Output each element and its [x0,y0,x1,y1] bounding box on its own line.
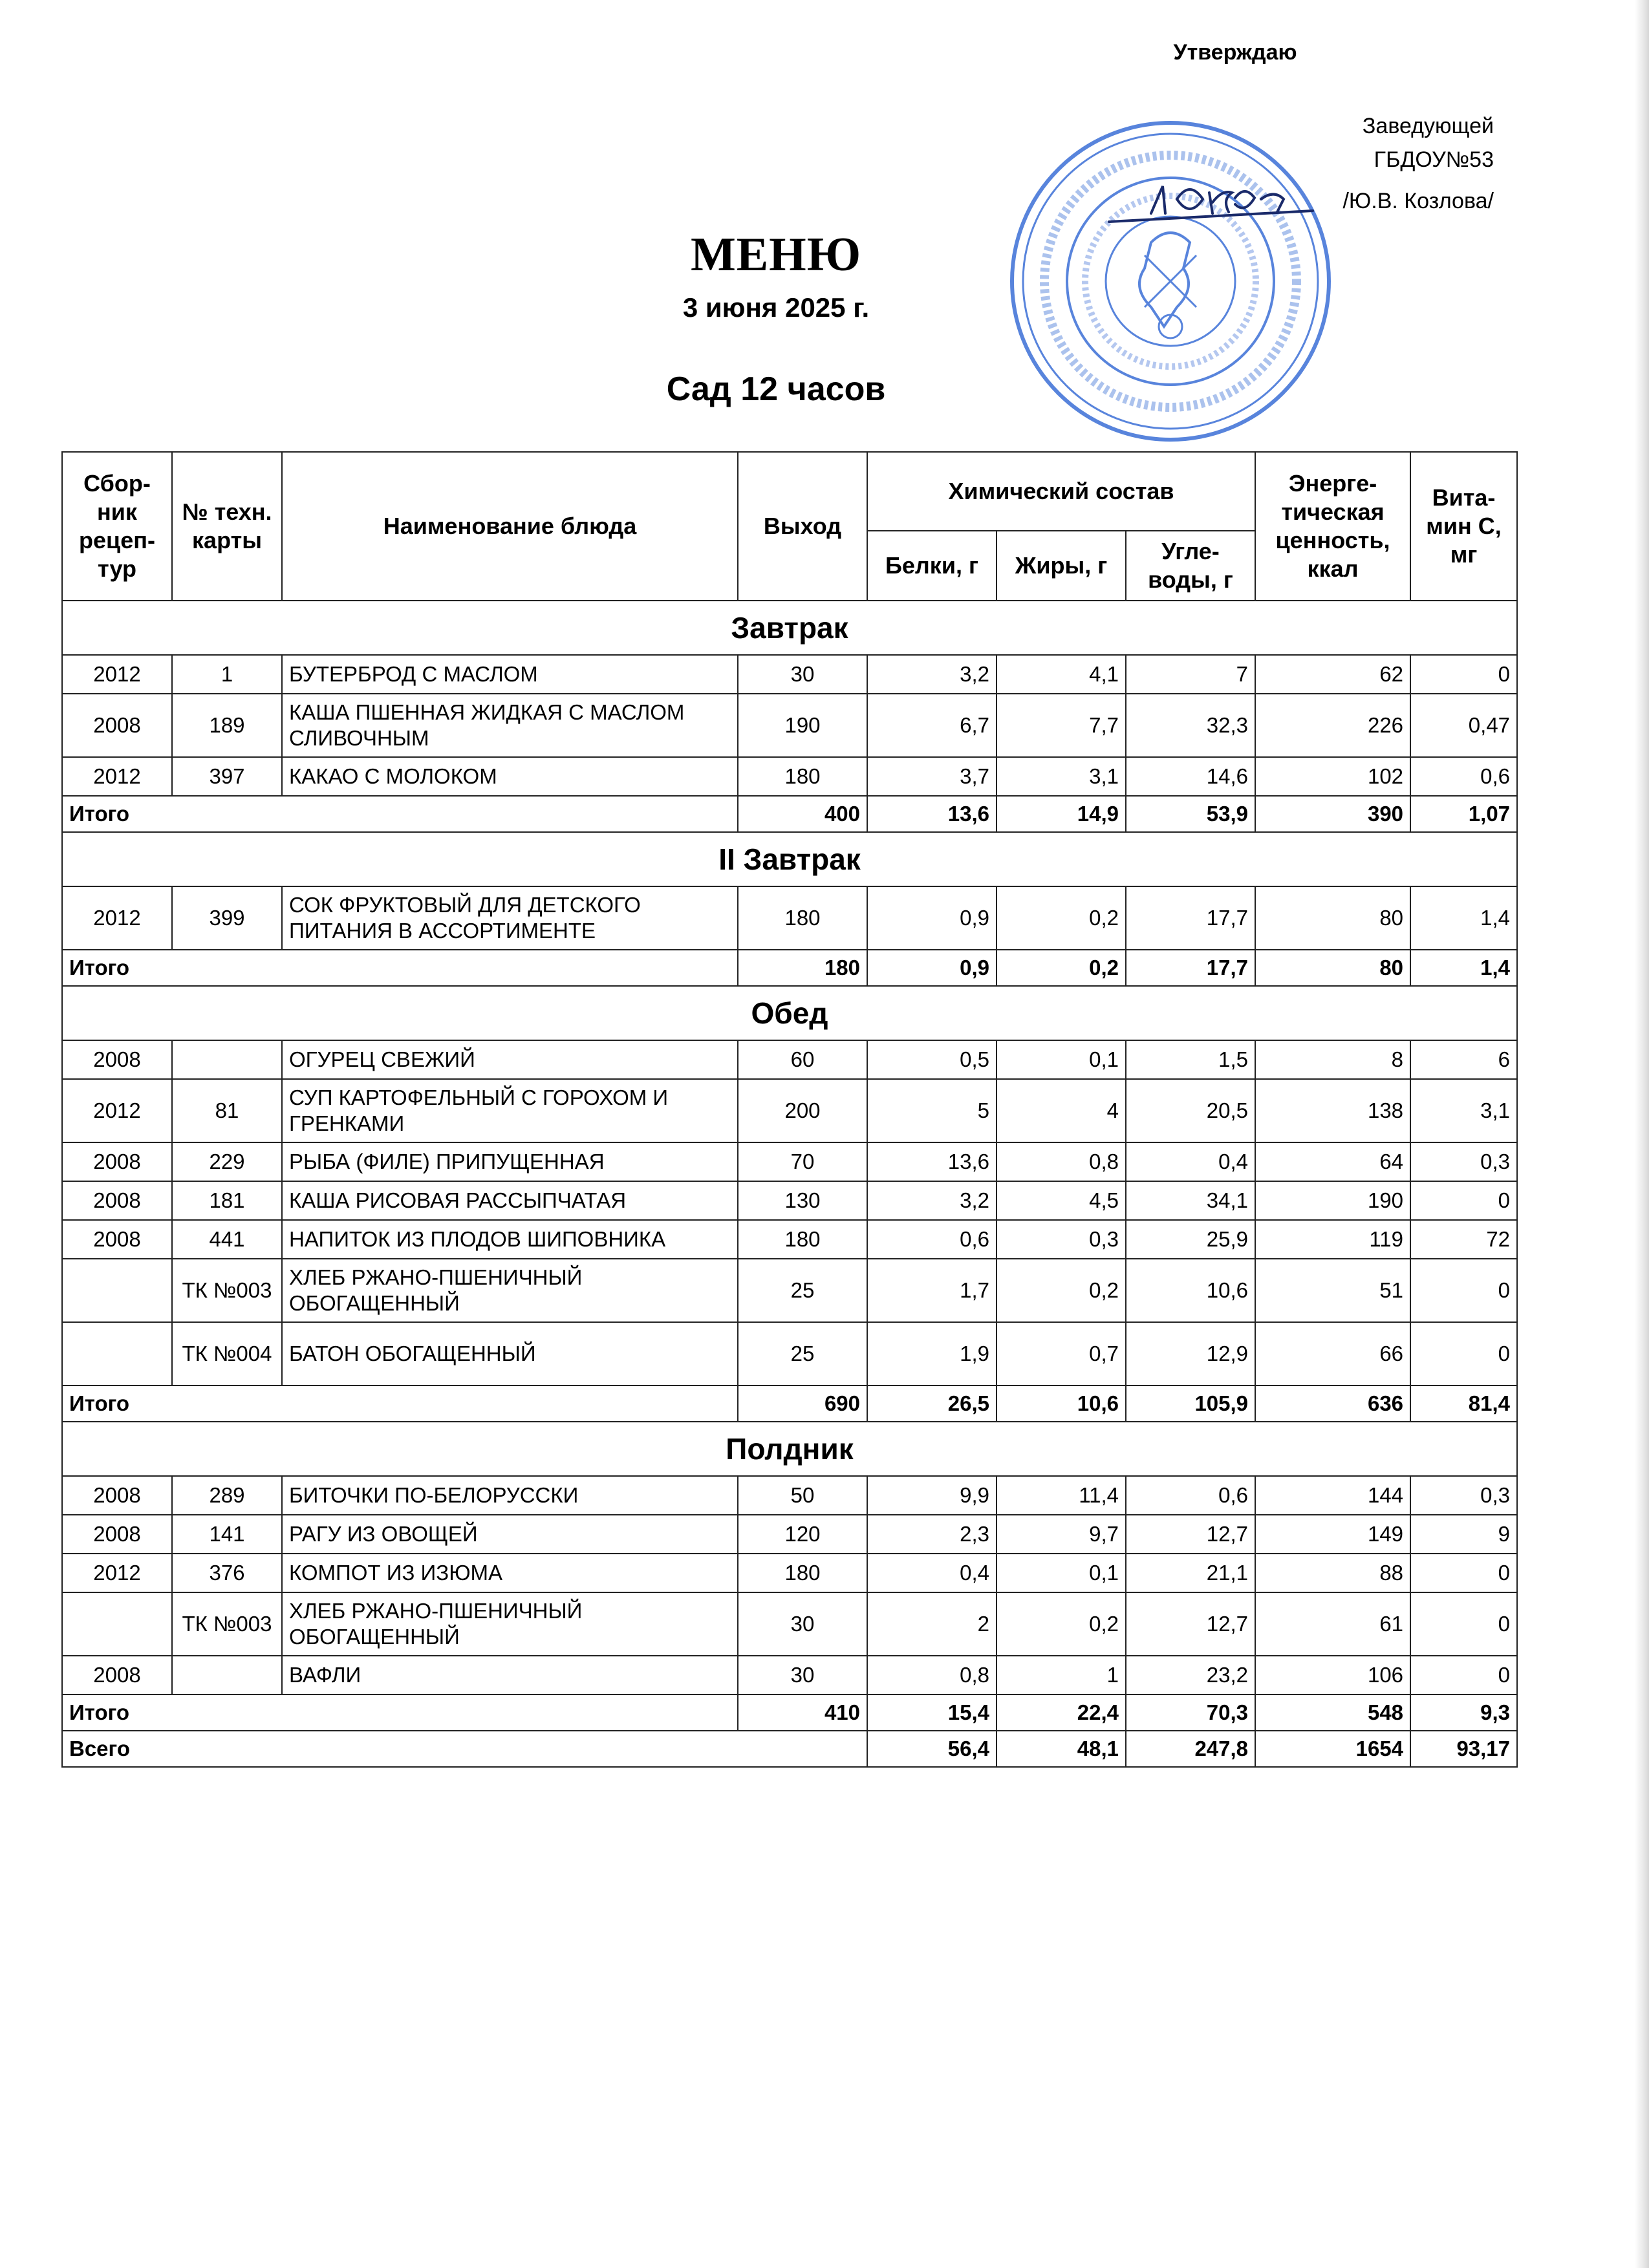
approval-organization: ГБДОУ№53 [1374,147,1494,172]
cell-vitamin-c: 3,1 [1410,1079,1517,1142]
cell-dish-name: БАТОН ОБОГАЩЕННЫЙ [282,1322,738,1385]
cell-carbs: 1,5 [1126,1040,1255,1079]
cell-fat: 0,2 [997,1592,1126,1656]
section-row [62,986,1517,1040]
cell-collection: 2012 [62,1079,172,1142]
cell-protein: 0,4 [867,1554,997,1592]
cell-energy: 88 [1255,1554,1410,1592]
cell-yield: 70 [738,1142,867,1181]
cell-yield: 30 [738,655,867,694]
cell-protein: 3,2 [867,1181,997,1220]
cell-fat: 1 [997,1656,1126,1695]
cell-yield: 25 [738,1259,867,1322]
cell-energy: 149 [1255,1515,1410,1554]
section-title: Обед [62,986,1517,1040]
cell-dish-name: ОГУРЕЦ СВЕЖИЙ [282,1040,738,1079]
section-row [62,1422,1517,1476]
approval-signature-name: /Ю.В. Козлова/ [1342,189,1494,213]
cell-vitamin-c: 72 [1410,1220,1517,1259]
scan-edge-shadow [1635,0,1649,2268]
grand-total-row [62,1731,1517,1767]
cell-protein: 13,6 [867,1142,997,1181]
cell-dish-name: НАПИТОК ИЗ ПЛОДОВ ШИПОВНИКА [282,1220,738,1259]
cell-protein: 0,6 [867,1220,997,1259]
cell-energy: 62 [1255,655,1410,694]
cell-card-number [172,1656,282,1695]
cell-card-number: 141 [172,1515,282,1554]
grand-total-fat: 48,1 [997,1731,1126,1767]
total-label: Итого [62,950,738,986]
cell-energy: 226 [1255,694,1410,757]
cell-carbs: 21,1 [1126,1554,1255,1592]
cell-vitamin-c: 0,47 [1410,694,1517,757]
total-protein: 13,6 [867,796,997,832]
cell-collection [62,1259,172,1322]
total-protein: 15,4 [867,1695,997,1731]
cell-dish-name: ХЛЕБ РЖАНО-ПШЕНИЧНЫЙ ОБОГАЩЕННЫЙ [282,1592,738,1656]
approval-title: Утверждаю [1173,40,1297,65]
cell-vitamin-c: 6 [1410,1040,1517,1079]
total-fat: 14,9 [997,796,1126,832]
cell-fat: 11,4 [997,1476,1126,1515]
cell-fat: 3,1 [997,757,1126,796]
table-row [62,886,1517,950]
cell-card-number: ТК №004 [172,1322,282,1385]
total-fat: 10,6 [997,1385,1126,1422]
cell-energy: 61 [1255,1592,1410,1656]
cell-collection: 2008 [62,1476,172,1515]
cell-dish-name: ВАФЛИ [282,1656,738,1695]
total-energy: 80 [1255,950,1410,986]
header-chemical-composition: Химический состав [867,452,1255,531]
grand-total-energy: 1654 [1255,1731,1410,1767]
cell-carbs: 12,9 [1126,1322,1255,1385]
cell-protein: 3,2 [867,655,997,694]
section-row [62,832,1517,886]
cell-vitamin-c: 0 [1410,1554,1517,1592]
grand-total-vitamin-c: 93,17 [1410,1731,1517,1767]
header-energy: Энерге-тическая ценность, ккал [1255,452,1410,601]
total-vitamin-c: 9,3 [1410,1695,1517,1731]
cell-card-number: 289 [172,1476,282,1515]
cell-fat: 4 [997,1079,1126,1142]
cell-fat: 7,7 [997,694,1126,757]
cell-yield: 180 [738,1220,867,1259]
header-vitamin-c: Вита-мин С, мг [1410,452,1517,601]
cell-card-number: 81 [172,1079,282,1142]
cell-collection: 2008 [62,1515,172,1554]
cell-protein: 0,5 [867,1040,997,1079]
total-yield: 400 [738,796,867,832]
cell-yield: 25 [738,1322,867,1385]
cell-collection: 2008 [62,1142,172,1181]
section-total-row [62,1385,1517,1422]
cell-yield: 120 [738,1515,867,1554]
table-row [62,655,1517,694]
cell-fat: 0,3 [997,1220,1126,1259]
cell-collection: 2008 [62,1656,172,1695]
cell-collection: 2012 [62,886,172,950]
cell-dish-name: КОМПОТ ИЗ ИЗЮМА [282,1554,738,1592]
table-row [62,1592,1517,1656]
table-row [62,1040,1517,1079]
menu-table-body [62,601,1517,1767]
cell-collection: 2008 [62,1220,172,1259]
total-energy: 390 [1255,796,1410,832]
table-header-row [62,452,1517,531]
cell-energy: 144 [1255,1476,1410,1515]
cell-yield: 200 [738,1079,867,1142]
document-title: МЕНЮ [690,228,862,281]
cell-protein: 0,9 [867,886,997,950]
header-dish-name: Наименование блюда [282,452,738,601]
table-row [62,757,1517,796]
cell-dish-name: КАША ПШЕННАЯ ЖИДКАЯ С МАСЛОМ СЛИВОЧНЫМ [282,694,738,757]
cell-protein: 1,9 [867,1322,997,1385]
cell-vitamin-c: 0 [1410,1322,1517,1385]
cell-dish-name: РЫБА (ФИЛЕ) ПРИПУЩЕННАЯ [282,1142,738,1181]
cell-yield: 50 [738,1476,867,1515]
cell-carbs: 14,6 [1126,757,1255,796]
cell-protein: 2 [867,1592,997,1656]
document-date: 3 июня 2025 г. [682,292,870,323]
cell-yield: 190 [738,694,867,757]
cell-vitamin-c: 0,6 [1410,757,1517,796]
cell-carbs: 0,6 [1126,1476,1255,1515]
cell-card-number: 397 [172,757,282,796]
cell-carbs: 7 [1126,655,1255,694]
cell-dish-name: КАША РИСОВАЯ РАССЫПЧАТАЯ [282,1181,738,1220]
cell-energy: 138 [1255,1079,1410,1142]
cell-carbs: 23,2 [1126,1656,1255,1695]
table-row [62,1656,1517,1695]
cell-fat: 4,1 [997,655,1126,694]
cell-collection: 2012 [62,1554,172,1592]
table-row [62,1142,1517,1181]
cell-card-number: 441 [172,1220,282,1259]
cell-carbs: 34,1 [1126,1181,1255,1220]
cell-vitamin-c: 0 [1410,1592,1517,1656]
cell-vitamin-c: 0 [1410,1259,1517,1322]
table-row [62,1476,1517,1515]
total-carbs: 53,9 [1126,796,1255,832]
total-carbs: 105,9 [1126,1385,1255,1422]
cell-collection: 2012 [62,757,172,796]
cell-card-number: 189 [172,694,282,757]
header-collection: Сбор-ник рецеп-тур [62,452,172,601]
cell-protein: 3,7 [867,757,997,796]
total-fat: 0,2 [997,950,1126,986]
table-row [62,1322,1517,1385]
cell-fat: 0,7 [997,1322,1126,1385]
cell-collection: 2008 [62,1181,172,1220]
cell-carbs: 10,6 [1126,1259,1255,1322]
cell-vitamin-c: 9 [1410,1515,1517,1554]
cell-carbs: 12,7 [1126,1592,1255,1656]
total-label: Итого [62,1695,738,1731]
cell-card-number: 399 [172,886,282,950]
cell-fat: 0,1 [997,1040,1126,1079]
cell-card-number: ТК №003 [172,1259,282,1322]
cell-collection [62,1592,172,1656]
cell-yield: 130 [738,1181,867,1220]
cell-collection [62,1322,172,1385]
cell-fat: 0,8 [997,1142,1126,1181]
cell-collection: 2008 [62,694,172,757]
approval-position: Заведующей [1362,114,1494,138]
section-row [62,601,1517,655]
cell-energy: 80 [1255,886,1410,950]
cell-yield: 30 [738,1656,867,1695]
cell-carbs: 0,4 [1126,1142,1255,1181]
table-row [62,694,1517,757]
total-yield: 180 [738,950,867,986]
cell-protein: 5 [867,1079,997,1142]
total-protein: 26,5 [867,1385,997,1422]
cell-card-number: 229 [172,1142,282,1181]
cell-collection: 2008 [62,1040,172,1079]
table-row [62,1554,1517,1592]
cell-card-number: 181 [172,1181,282,1220]
cell-vitamin-c: 0 [1410,1656,1517,1695]
cell-energy: 8 [1255,1040,1410,1079]
cell-dish-name: БУТЕРБРОД С МАСЛОМ [282,655,738,694]
header-fat: Жиры, г [997,531,1126,601]
total-label: Итого [62,1385,738,1422]
table-row [62,1259,1517,1322]
header-yield: Выход [738,452,867,601]
cell-energy: 190 [1255,1181,1410,1220]
cell-carbs: 12,7 [1126,1515,1255,1554]
cell-fat: 9,7 [997,1515,1126,1554]
total-fat: 22,4 [997,1695,1126,1731]
section-total-row [62,950,1517,986]
cell-protein: 2,3 [867,1515,997,1554]
cell-fat: 4,5 [997,1181,1126,1220]
menu-table [61,451,1518,1768]
cell-energy: 119 [1255,1220,1410,1259]
cell-card-number [172,1040,282,1079]
cell-card-number: 1 [172,655,282,694]
total-yield: 410 [738,1695,867,1731]
table-row [62,1181,1517,1220]
cell-carbs: 20,5 [1126,1079,1255,1142]
cell-protein: 0,8 [867,1656,997,1695]
cell-energy: 51 [1255,1259,1410,1322]
cell-protein: 9,9 [867,1476,997,1515]
cell-yield: 180 [738,1554,867,1592]
document-subtitle: Сад 12 часов [666,370,886,408]
cell-yield: 60 [738,1040,867,1079]
cell-carbs: 17,7 [1126,886,1255,950]
header-carbs: Угле-воды, г [1126,531,1255,601]
table-row [62,1079,1517,1142]
cell-vitamin-c: 0,3 [1410,1142,1517,1181]
cell-card-number: 376 [172,1554,282,1592]
cell-dish-name: РАГУ ИЗ ОВОЩЕЙ [282,1515,738,1554]
cell-card-number: ТК №003 [172,1592,282,1656]
cell-fat: 0,2 [997,886,1126,950]
cell-protein: 1,7 [867,1259,997,1322]
grand-total-protein: 56,4 [867,1731,997,1767]
cell-carbs: 25,9 [1126,1220,1255,1259]
cell-vitamin-c: 1,4 [1410,886,1517,950]
total-carbs: 17,7 [1126,950,1255,986]
total-energy: 548 [1255,1695,1410,1731]
cell-collection: 2012 [62,655,172,694]
total-carbs: 70,3 [1126,1695,1255,1731]
cell-vitamin-c: 0 [1410,655,1517,694]
total-vitamin-c: 1,07 [1410,796,1517,832]
total-protein: 0,9 [867,950,997,986]
total-energy: 636 [1255,1385,1410,1422]
total-yield: 690 [738,1385,867,1422]
cell-energy: 64 [1255,1142,1410,1181]
total-vitamin-c: 81,4 [1410,1385,1517,1422]
table-row [62,1515,1517,1554]
cell-yield: 180 [738,757,867,796]
section-title: Полдник [62,1422,1517,1476]
cell-fat: 0,1 [997,1554,1126,1592]
section-total-row [62,1695,1517,1731]
table-row [62,1220,1517,1259]
section-title: II Завтрак [62,832,1517,886]
cell-yield: 180 [738,886,867,950]
cell-carbs: 32,3 [1126,694,1255,757]
grand-total-carbs: 247,8 [1126,1731,1255,1767]
round-seal-stamp-icon [1002,113,1339,449]
cell-dish-name: ХЛЕБ РЖАНО-ПШЕНИЧНЫЙ ОБОГАЩЕННЫЙ [282,1259,738,1322]
section-title: Завтрак [62,601,1517,655]
cell-vitamin-c: 0 [1410,1181,1517,1220]
cell-protein: 6,7 [867,694,997,757]
handwritten-signature-icon [1106,173,1319,231]
total-label: Итого [62,796,738,832]
cell-energy: 102 [1255,757,1410,796]
cell-vitamin-c: 0,3 [1410,1476,1517,1515]
grand-total-label: Всего [62,1731,867,1767]
section-total-row [62,796,1517,832]
header-protein: Белки, г [867,531,997,601]
cell-dish-name: КАКАО С МОЛОКОМ [282,757,738,796]
cell-energy: 66 [1255,1322,1410,1385]
cell-dish-name: СУП КАРТОФЕЛЬНЫЙ С ГОРОХОМ И ГРЕНКАМИ [282,1079,738,1142]
cell-dish-name: СОК ФРУКТОВЫЙ ДЛЯ ДЕТСКОГО ПИТАНИЯ В АССОРТИМЕНТЕ [282,886,738,950]
cell-dish-name: БИТОЧКИ ПО-БЕЛОРУССКИ [282,1476,738,1515]
cell-fat: 0,2 [997,1259,1126,1322]
cell-energy: 106 [1255,1656,1410,1695]
total-vitamin-c: 1,4 [1410,950,1517,986]
header-card-number: № техн. карты [172,452,282,601]
cell-yield: 30 [738,1592,867,1656]
